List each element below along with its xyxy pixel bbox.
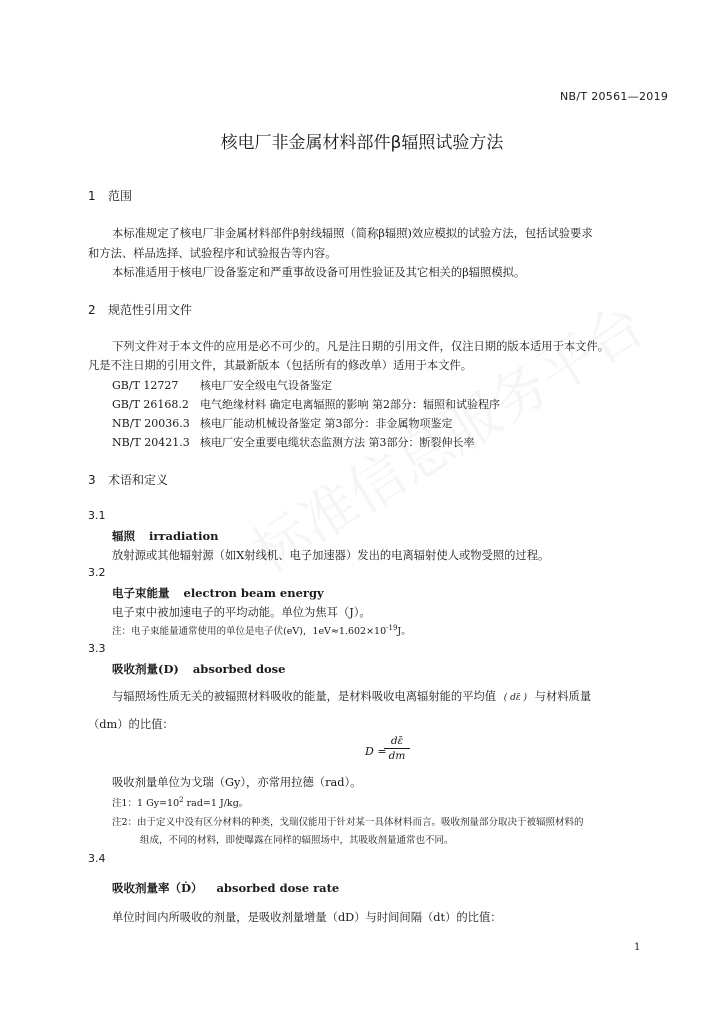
formula-lhs: D = [365,745,387,758]
term-number: 3.3 [88,642,106,655]
note-tail: J。 [397,626,411,637]
reference-code: GB/T 26168.2 [112,398,189,411]
reference-title: 核电厂安全重要电缆状态监测方法 第3部分：断裂伸长率 [200,436,475,449]
references-intro-line-1: 下列文件对于本文件的应用是必不可少的。凡是注日期的引用文件，仅注日期的版本适用于本文件。 [112,340,610,353]
term-en: electron beam energy [183,586,324,600]
formula-numerator: dε̄ [390,735,404,747]
term-en: irradiation [149,529,219,543]
note-text: 注：电子束能量通常使用的单位是电子伏(eV)，1eV≈1.602×10 [112,626,387,637]
reference-item [112,377,332,393]
term-heading [112,661,285,677]
term-en: absorbed dose [192,662,286,676]
term-number: 3.2 [88,566,106,579]
standard-code: NB/T 20561—2019 [560,90,669,103]
note-superscript: 2 [179,795,184,804]
term-definition: 单位时间内所吸收的剂量，是吸收剂量增量（dD）与时间间隔（dt）的比值： [112,911,502,924]
page-number: 1 [634,942,641,953]
term-cn: 辐照 [112,529,135,543]
document-title: 核电厂非金属材料部件β辐照试验方法 [220,133,504,153]
term-heading [112,880,339,896]
note-tail: rad=1 J/kg。 [183,798,249,809]
term-definition: 放射源或其他辐射源（如X射线机、电子加速器）发出的电离辐射使人或物受照的过程。 [112,549,550,562]
reference-title: 电气绝缘材料 确定电离辐照的影响 第2部分：辐照和试验程序 [200,398,500,411]
reference-item [112,396,500,412]
term-definition-line-2: （dm）的比值： [88,718,174,731]
scope-para-1-line-1: 本标准规定了核电厂非金属材料部件β射线辐照（简称β辐照)效应模拟的试验方法，包括试验要求 [112,227,593,240]
section-title: 规范性引用文件 [108,303,193,317]
term-number: 3.1 [88,509,106,522]
inline-fraction: ( dε̄ ) [503,693,528,703]
term-note-2-line-1: 注2：由于定义中没有区分材料的种类，戈瑞仅能用于针对某一具体材料而言。吸收剂量部分取决于被辐照材料的 [112,817,584,828]
term-definition: 电子束中被加速电子的平均动能。单位为焦耳（J）。 [112,606,371,619]
section-number: 1 [88,189,96,203]
section-title: 范围 [108,189,133,203]
section-number: 2 [88,303,96,317]
term-note-2-line-2: 组成，不同的材料，即使曝露在同样的辐照场中，其吸收剂量通常也不同。 [140,835,454,846]
reference-code: GB/T 12727 [112,379,179,392]
term-definition-line-1 [112,688,591,704]
term-cn: 吸收剂量(D) [112,662,179,676]
reference-title: 核电厂安全级电气设备鉴定 [200,379,332,392]
definition-tail: 与材料质量 [534,690,592,703]
reference-item [112,434,475,450]
note-text: 注1：1 Gy=10 [112,798,180,809]
term-number: 3.4 [88,852,106,865]
term-cn: 吸收剂量率（Ḋ） [112,881,203,895]
term-note-1 [112,795,248,809]
references-intro-line-2: 凡是不注日期的引用文件，其最新版本（包括所有的修改单）适用于本文件。 [88,359,473,372]
term-en: absorbed dose rate [216,881,340,895]
section-title: 术语和定义 [108,473,169,487]
formula-fraction [384,735,410,762]
scope-para-1-line-2: 和方法、样品选择、试验程序和试验报告等内容。 [88,247,337,260]
term-note [112,623,411,637]
reference-item [112,415,453,431]
unit-description: 吸收剂量单位为戈瑞（Gy），亦常用拉德（rad）。 [112,776,362,789]
definition-text: 与辐照场性质无关的被辐照材料吸收的能量，是材料吸收电离辐射能的平均值 [112,690,497,703]
term-heading [112,528,219,544]
term-heading [112,585,324,601]
section-1-heading [88,187,132,204]
reference-code: NB/T 20421.3 [112,436,190,449]
section-3-heading [88,471,168,488]
section-2-heading [88,301,192,318]
note-superscript: -19 [386,623,398,632]
section-number: 3 [88,473,96,487]
reference-title: 核电厂能动机械设备鉴定 第3部分：非金属物项鉴定 [200,417,453,430]
scope-para-2: 本标准适用于核电厂设备鉴定和严重事故设备可用性验证及其它相关的β辐照模拟。 [112,266,526,279]
reference-code: NB/T 20036.3 [112,417,190,430]
formula-denominator: dm [384,748,410,762]
term-cn: 电子束能量 [112,586,170,600]
